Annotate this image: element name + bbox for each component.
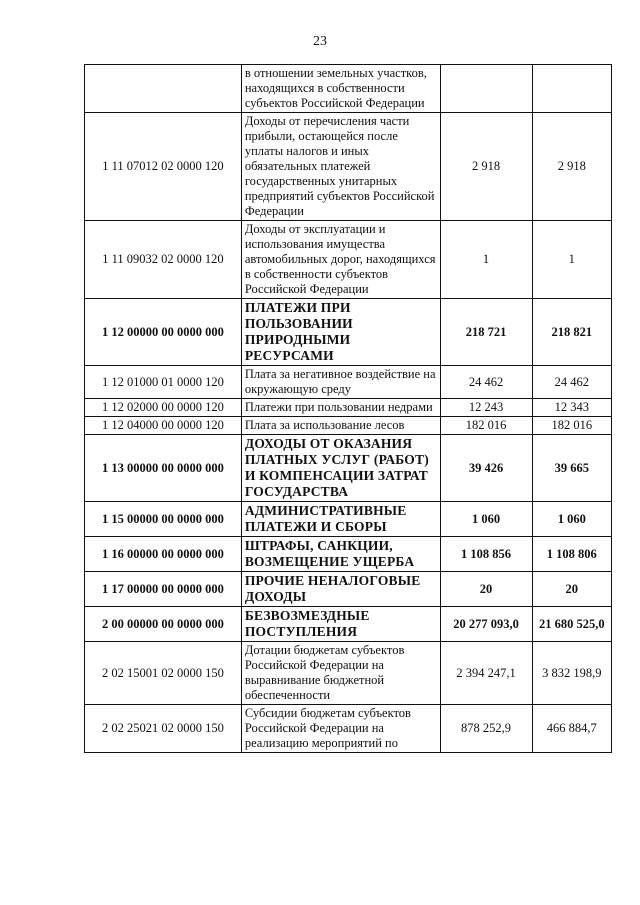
- row-value-2-cell: 182 016: [532, 417, 611, 435]
- row-name-cell: в отношении земельных участков, находящихся в собственности субъектов Российской Федерации: [241, 65, 440, 113]
- row-value-2-cell: 1 060: [532, 502, 611, 537]
- row-code-cell: 1 13 00000 00 0000 000: [85, 435, 242, 502]
- row-value-1-cell: 218 721: [440, 299, 532, 366]
- row-code-cell: 1 15 00000 00 0000 000: [85, 502, 242, 537]
- row-value-1-cell: 182 016: [440, 417, 532, 435]
- row-value-1-cell: 39 426: [440, 435, 532, 502]
- row-value-1-cell: 20: [440, 572, 532, 607]
- row-code-cell: 1 17 00000 00 0000 000: [85, 572, 242, 607]
- row-value-2-cell: 3 832 198,9: [532, 642, 611, 705]
- row-value-1-cell: 20 277 093,0: [440, 607, 532, 642]
- row-value-2-cell: 1 108 806: [532, 537, 611, 572]
- row-code-cell: [85, 65, 242, 113]
- row-name-cell: ПРОЧИЕ НЕНАЛОГОВЫЕ ДОХОДЫ: [241, 572, 440, 607]
- row-code-cell: 2 02 25021 02 0000 150: [85, 705, 242, 753]
- row-value-1-cell: 2 918: [440, 113, 532, 221]
- row-value-1-cell: 878 252,9: [440, 705, 532, 753]
- row-name-cell: ШТРАФЫ, САНКЦИИ, ВОЗМЕЩЕНИЕ УЩЕРБА: [241, 537, 440, 572]
- row-value-2-cell: 20: [532, 572, 611, 607]
- table-row: [85, 65, 612, 113]
- page-number: 23: [313, 34, 327, 49]
- row-value-1-cell: 1: [440, 221, 532, 299]
- row-value-2-cell: 12 343: [532, 399, 611, 417]
- row-value-2-cell: 24 462: [532, 366, 611, 399]
- row-value-1-cell: 12 243: [440, 399, 532, 417]
- row-name-cell: Доходы от перечисления части прибыли, остающейся после уплаты налогов и иных обязательных платежей государственных унитарных предприятий субъектов Российской Федерации: [241, 113, 440, 221]
- row-code-cell: 1 12 00000 00 0000 000: [85, 299, 242, 366]
- row-value-2-cell: 466 884,7: [532, 705, 611, 753]
- row-code-cell: 1 11 07012 02 0000 120: [85, 113, 242, 221]
- row-value-2-cell: [532, 65, 611, 113]
- row-name-cell: Плата за негативное воздействие на окружающую среду: [241, 366, 440, 399]
- row-name-cell: Плата за использование лесов: [241, 417, 440, 435]
- row-name-cell: АДМИНИСТРАТИВНЫЕ ПЛАТЕЖИ И СБОРЫ: [241, 502, 440, 537]
- table-row: [85, 642, 612, 705]
- row-name-cell: БЕЗВОЗМЕЗДНЫЕ ПОСТУПЛЕНИЯ: [241, 607, 440, 642]
- row-value-1-cell: [440, 65, 532, 113]
- row-value-1-cell: 1 108 856: [440, 537, 532, 572]
- row-name-cell: ПЛАТЕЖИ ПРИ ПОЛЬЗОВАНИИ ПРИРОДНЫМИ РЕСУРСАМИ: [241, 299, 440, 366]
- row-code-cell: 2 02 15001 02 0000 150: [85, 642, 242, 705]
- table-row: [85, 502, 612, 537]
- table-row: [85, 537, 612, 572]
- row-value-1-cell: 1 060: [440, 502, 532, 537]
- table-row: [85, 705, 612, 753]
- row-code-cell: 1 12 04000 00 0000 120: [85, 417, 242, 435]
- row-code-cell: 1 12 02000 00 0000 120: [85, 399, 242, 417]
- row-name-cell: Дотации бюджетам субъектов Российской Федерации на выравнивание бюджетной обеспеченности: [241, 642, 440, 705]
- row-value-1-cell: 2 394 247,1: [440, 642, 532, 705]
- row-name-cell: Платежи при пользовании недрами: [241, 399, 440, 417]
- table-row: [85, 221, 612, 299]
- table-row: [85, 607, 612, 642]
- row-code-cell: 1 11 09032 02 0000 120: [85, 221, 242, 299]
- row-code-cell: 1 12 01000 01 0000 120: [85, 366, 242, 399]
- row-value-2-cell: 1: [532, 221, 611, 299]
- row-value-2-cell: 21 680 525,0: [532, 607, 611, 642]
- revenue-table: [84, 64, 612, 753]
- row-code-cell: 1 16 00000 00 0000 000: [85, 537, 242, 572]
- table-row: [85, 299, 612, 366]
- table-row: [85, 572, 612, 607]
- table-row: [85, 435, 612, 502]
- table-row: [85, 417, 612, 435]
- row-value-2-cell: 2 918: [532, 113, 611, 221]
- row-name-cell: Субсидии бюджетам субъектов Российской Федерации на реализацию мероприятий по: [241, 705, 440, 753]
- row-value-1-cell: 24 462: [440, 366, 532, 399]
- row-name-cell: Доходы от эксплуатации и использования имущества автомобильных дорог, находящихся в собственности субъектов Российской Федерации: [241, 221, 440, 299]
- row-name-cell: ДОХОДЫ ОТ ОКАЗАНИЯ ПЛАТНЫХ УСЛУГ (РАБОТ) И КОМПЕНСАЦИИ ЗАТРАТ ГОСУДАРСТВА: [241, 435, 440, 502]
- table-row: [85, 399, 612, 417]
- row-value-2-cell: 218 821: [532, 299, 611, 366]
- table-row: [85, 113, 612, 221]
- table-row: [85, 366, 612, 399]
- row-code-cell: 2 00 00000 00 0000 000: [85, 607, 242, 642]
- row-value-2-cell: 39 665: [532, 435, 611, 502]
